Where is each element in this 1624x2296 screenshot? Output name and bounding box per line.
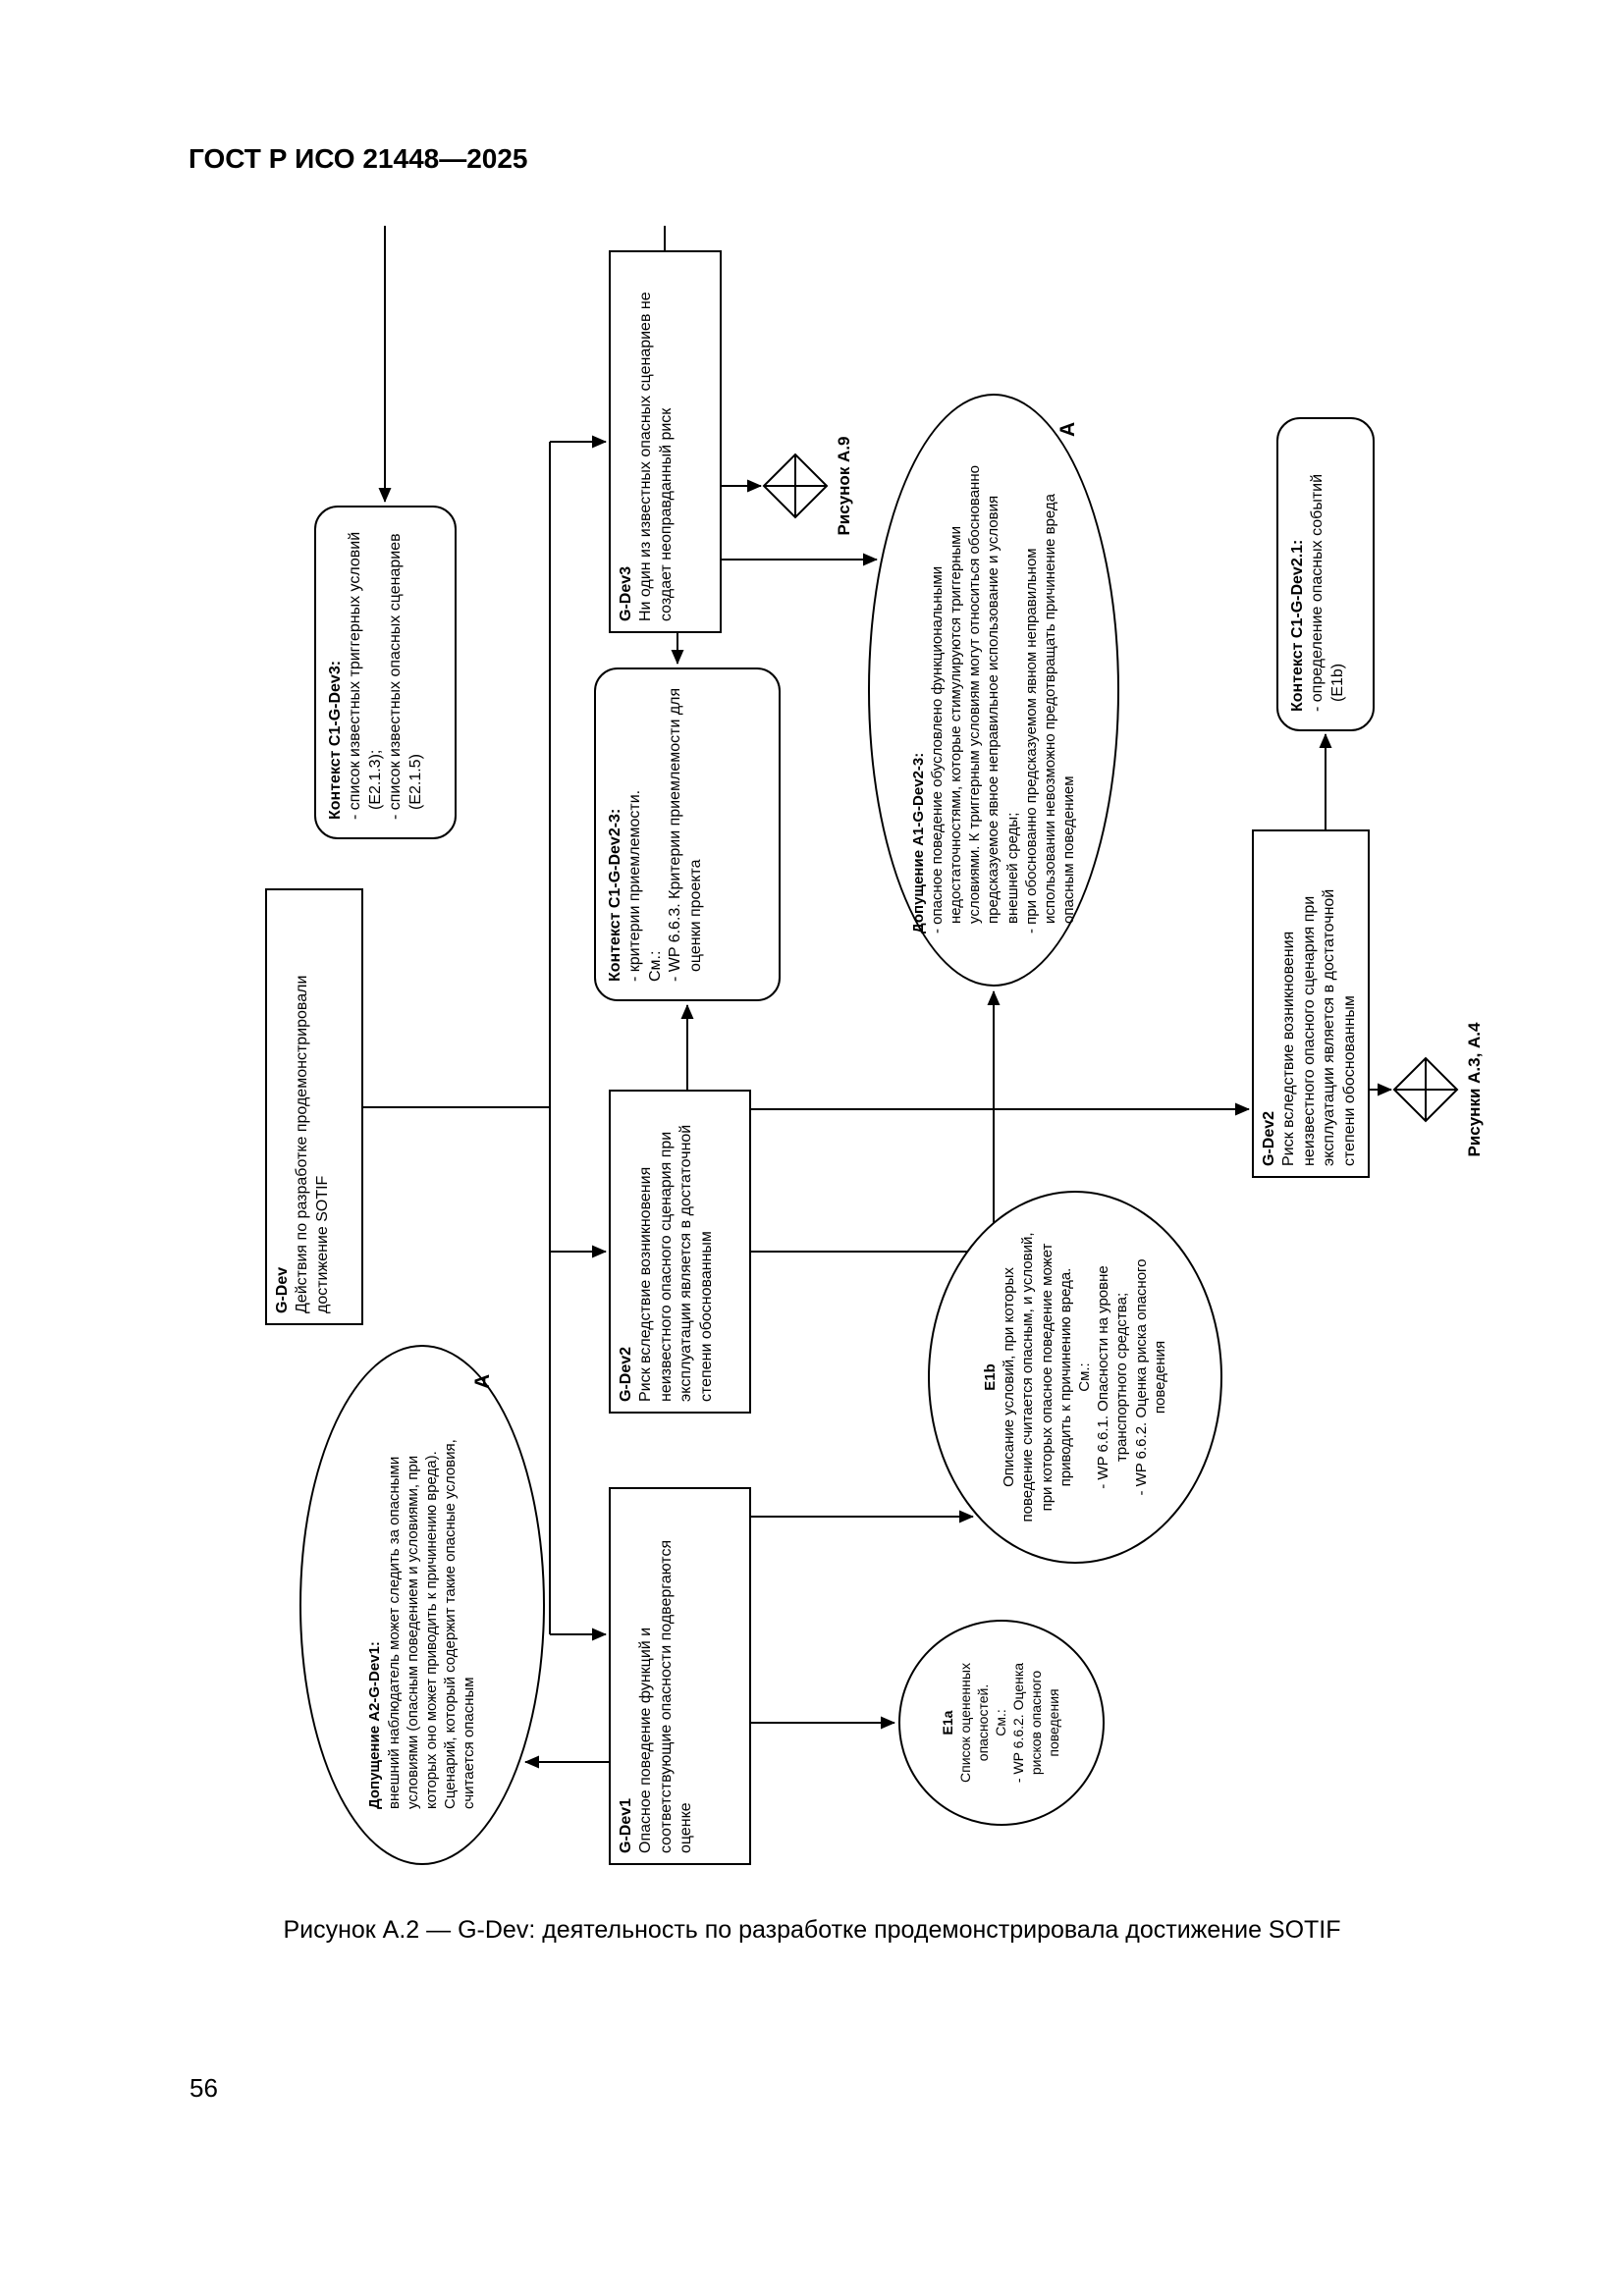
context-c1-g-dev2-3-line: - критерии приемлемости.: [626, 789, 644, 982]
context-c1-g-dev2-1: [1276, 417, 1375, 731]
context-c1-g-dev2-3-line: - WP 6.6.3. Критерии приемлемости для оценки проекта: [667, 687, 704, 982]
evidence-e1a-line: - WP 6.6.2. Оценка рисков опасного поведения: [1009, 1662, 1061, 1784]
context-c1-g-dev2-1-id: Контекст C1-G-Dev2.1:: [1289, 539, 1306, 712]
goal-g-dev-text: Действия по разработке продемонстрировали достижение SOTIF: [294, 975, 331, 1313]
evidence-e1b-line: - WP 6.6.2. Оценка риска опасного поведения: [1132, 1258, 1168, 1496]
goal-g-dev2-text: Риск вследствие возникновения неизвестного опасного сценария при эксплуатации является в достаточной степени обоснованным: [637, 1124, 715, 1402]
goal-g-dev3-id: G-Dev3: [618, 565, 634, 621]
evidence-e1a: [898, 1620, 1105, 1826]
goal-g-dev2-away-id: G-Dev2: [1261, 1110, 1277, 1166]
goal-g-dev-id: G-Dev: [274, 1266, 291, 1313]
figure-caption: Рисунок А.2 — G-Dev: деятельность по разработке продемонстрировала достижение SOTIF: [283, 1916, 1341, 1944]
context-c1-g-dev3: [314, 506, 457, 839]
offpage-connector-a9-icon: [764, 454, 827, 517]
assumption-a2-text: внешний наблюдатель может следить за опасными условиями (опасным поведением и условиями, при которых оно может приводить к причинению вреда). Сценарий, который содержит такие опасные условия, считается опасным: [385, 1439, 478, 1809]
goal-g-dev2-away: [1252, 829, 1370, 1178]
evidence-e1b-line: - WP 6.6.1. Опасности на уровне транспортного средства;: [1095, 1265, 1131, 1489]
connector-letter-a1: А: [1056, 421, 1079, 437]
context-c1-g-dev2-1-line: - определение опасных событий (E1b): [1309, 473, 1346, 712]
goal-g-dev2-away-text: Риск вследствие возникновения неизвестного опасного сценария при эксплуатации является в достаточной степени обоснованным: [1280, 888, 1358, 1166]
evidence-e1b-line: См.:: [1076, 1362, 1093, 1392]
goal-g-dev2-id: G-Dev2: [618, 1346, 634, 1402]
assumption-a1-id: Допущение A1-G-Dev2-3:: [909, 752, 927, 934]
assumption-a2-id: Допущение A2-G-Dev1:: [366, 1641, 384, 1809]
offpage-ref-a34-label: Рисунки А.3, А.4: [1465, 1022, 1484, 1157]
assumption-a2-g-dev1: [299, 1345, 545, 1865]
goal-g-dev1-text: Опасное поведение функций и соответствующие опасности подвергаются оценке: [637, 1539, 695, 1853]
goal-g-dev3-text: Ни один из известных опасных сценариев не создает неоправданный риск: [637, 292, 675, 621]
offpage-connector-a34-icon: [1394, 1058, 1457, 1121]
figure-a2: [196, 226, 1624, 1909]
context-c1-g-dev3-id: Контекст C1-G-Dev3:: [327, 660, 344, 820]
page-number: 56: [189, 2073, 218, 2103]
context-c1-g-dev3-line: - список известных триггерных условий (E2.1.3);: [347, 531, 384, 820]
goal-g-dev1: [609, 1487, 751, 1865]
assumption-a1-line: - при обоснованно предсказуемом явном неправильном использовании невозможно предотвращать причинение вреда опасным поведением: [1022, 493, 1078, 934]
connector-letter-a2: А: [471, 1373, 494, 1389]
context-c1-g-dev3-line: - список известных опасных сценариев (E2.1.5): [387, 533, 424, 820]
goal-g-dev1-id: G-Dev1: [618, 1797, 634, 1853]
offpage-ref-a9-label: Рисунок А.9: [835, 436, 853, 536]
evidence-e1a-line: См.:: [993, 1709, 1009, 1736]
context-c1-g-dev2-3-id: Контекст C1-G-Dev2-3:: [607, 808, 623, 982]
goal-g-dev2: [609, 1090, 751, 1414]
goal-g-dev: [265, 888, 363, 1325]
figure-rotated-canvas: [196, 226, 1624, 1909]
evidence-e1b-id: E1b: [982, 1363, 1000, 1391]
goal-g-dev3: [609, 250, 722, 633]
evidence-e1a-id: E1a: [940, 1710, 956, 1735]
assumption-a1-line: - опасное поведение обусловлено функциональными недостаточностями, которые стимулируются триггерными условиями. К триггерным условиям могут относиться обоснованно предсказуемое явное неправильное использование и условия внешней среды;: [928, 465, 1021, 934]
arrow-gdev2-to-asm-a1: [751, 991, 994, 1252]
context-c1-g-dev2-3: [594, 667, 781, 1001]
evidence-e1b: [928, 1191, 1222, 1564]
evidence-e1b-line: Описание условий, при которых поведение считается опасным, и условий, при которых опасное поведение может приводить к причинению вреда.: [1001, 1232, 1074, 1522]
context-c1-g-dev2-3-line: См.:: [646, 950, 664, 982]
assumption-a1-g-dev2-3: [868, 394, 1119, 987]
document-header: ГОСТ Р ИСО 21448—2025: [189, 143, 528, 174]
evidence-e1a-line: Список оцененных опасностей.: [957, 1663, 992, 1783]
